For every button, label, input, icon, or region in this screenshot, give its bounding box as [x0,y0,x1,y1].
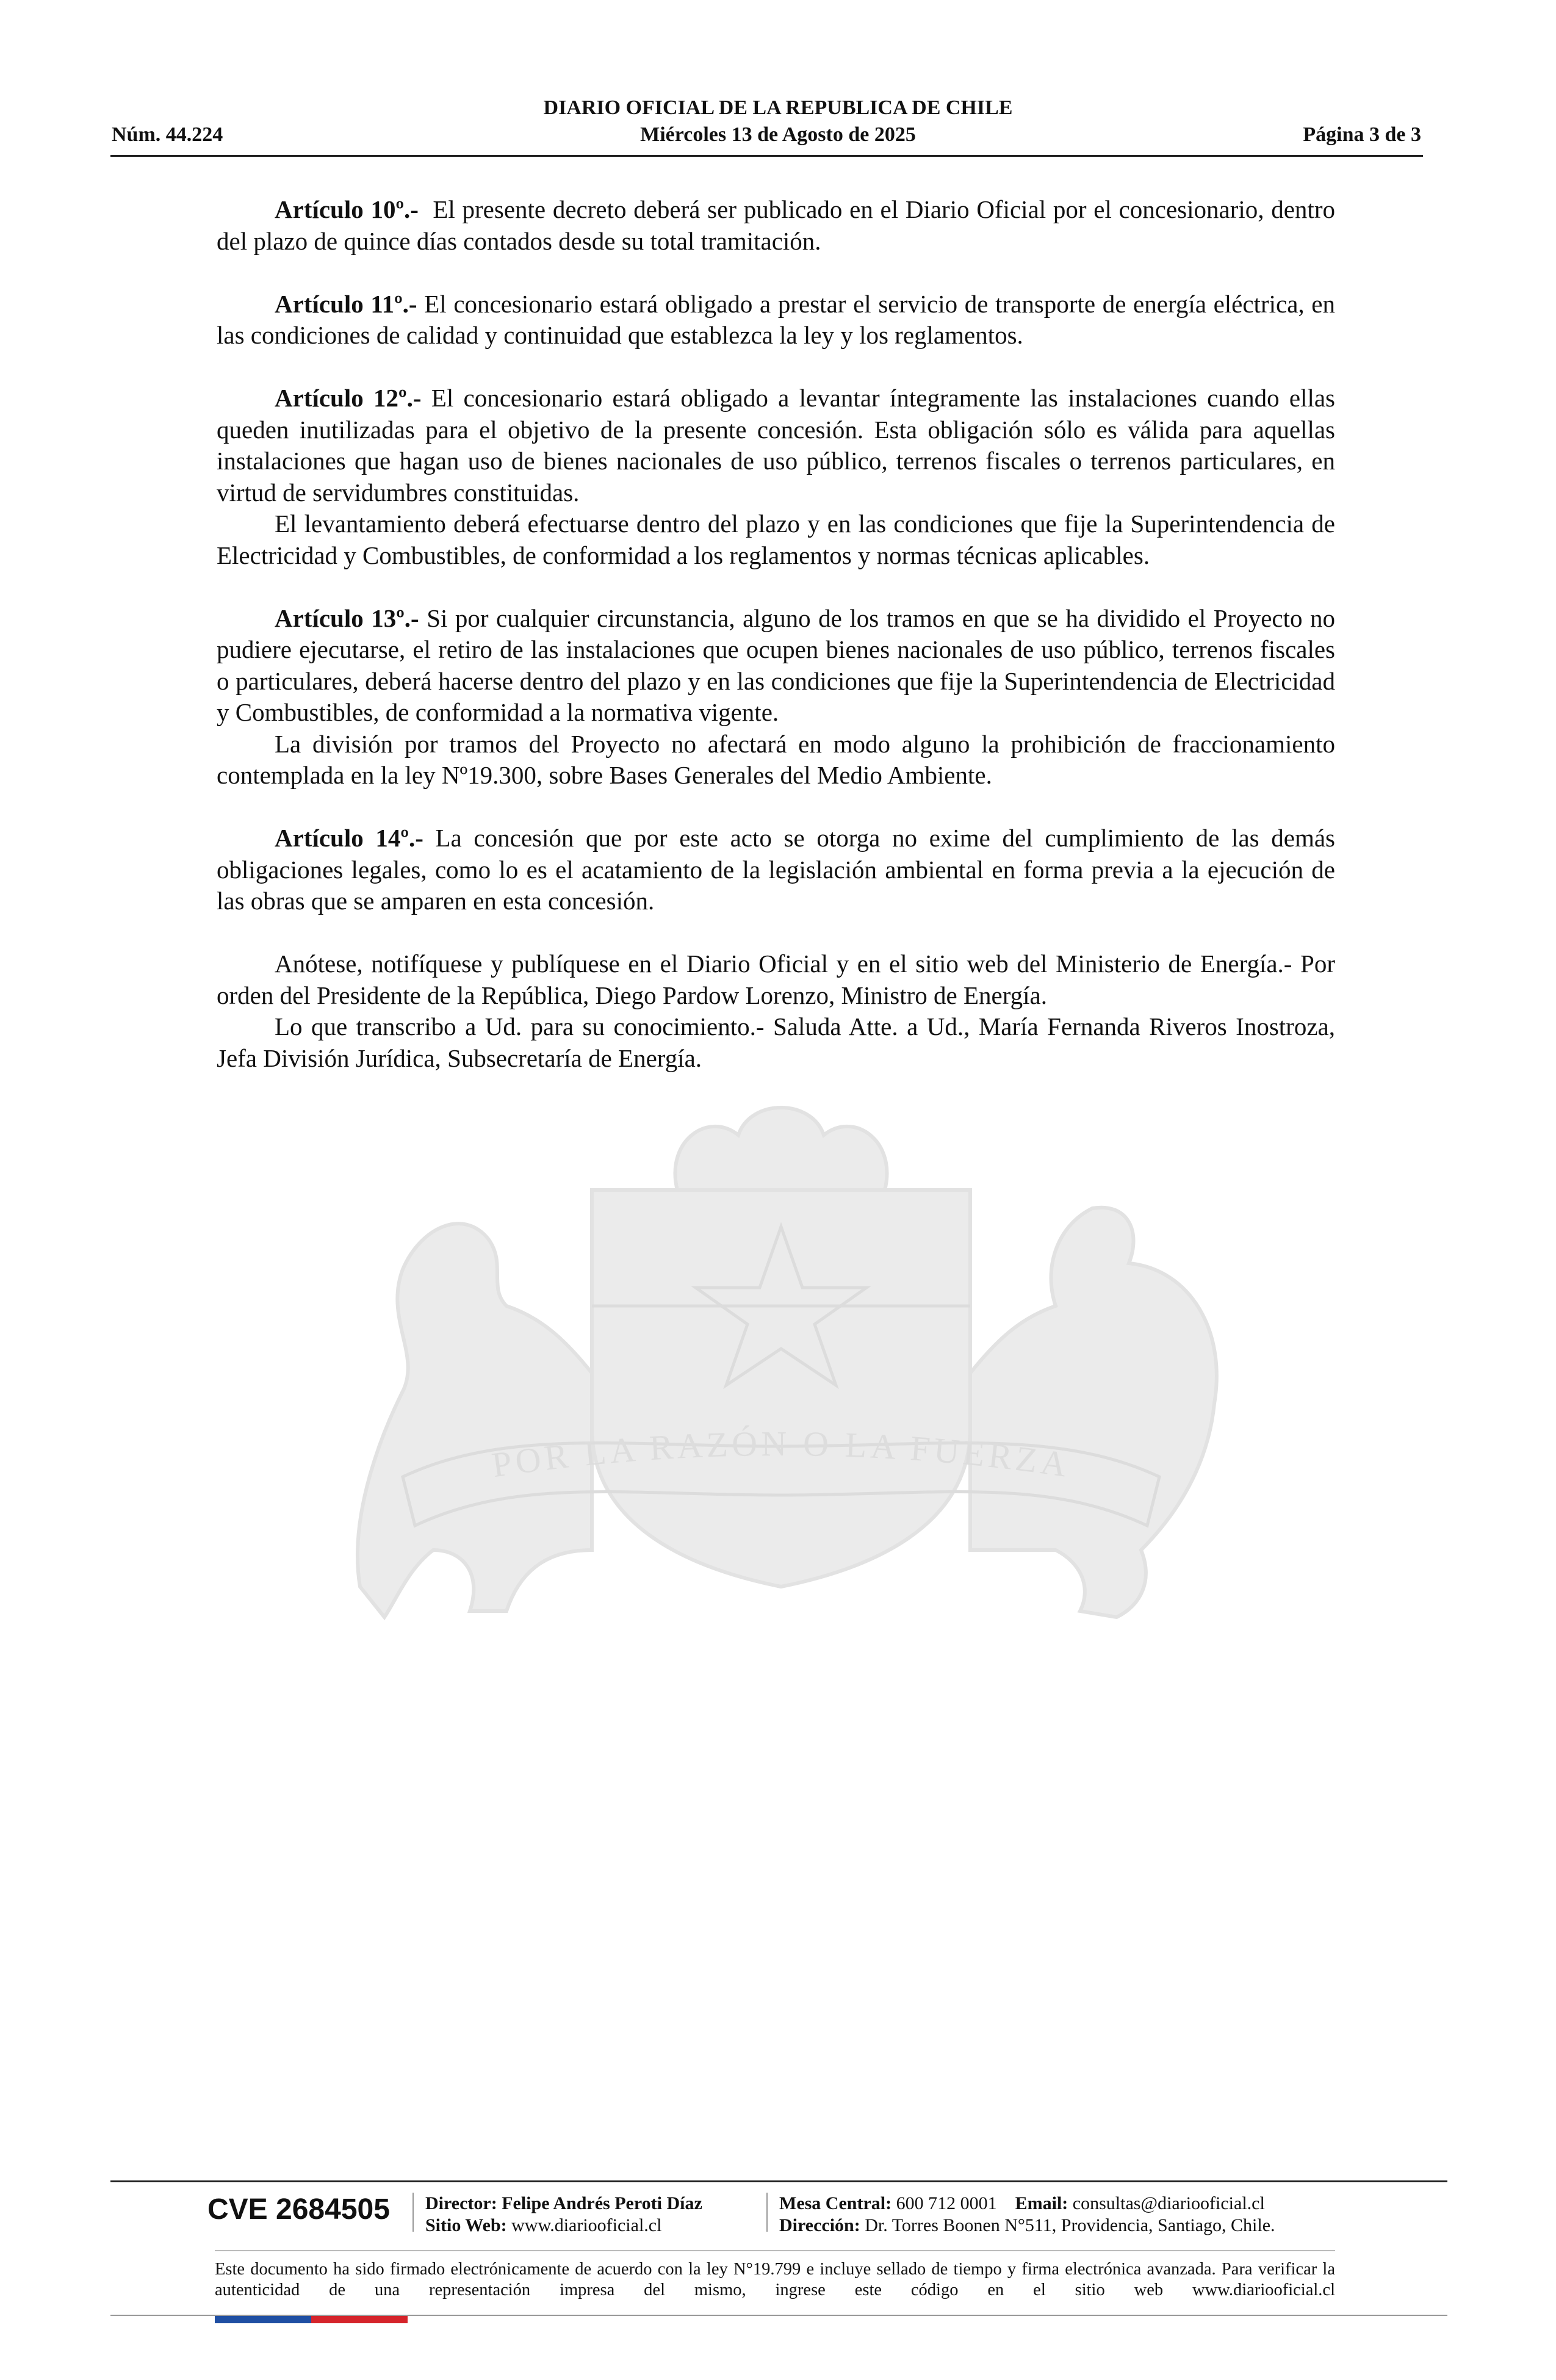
contact-line [779,2193,1275,2215]
article-10 [217,194,1335,257]
signature-notice: Este documento ha sido firmado electrónicamente de acuerdo con la ley N°19.799 e incluye sellado de tiempo y firma electrónica avanzada. Para verificar la autenticidad de una representación impresa del mismo, ingrese este código en el sitio web www.diariooficial.cl [215,2260,1335,2299]
footer-director-block [425,2193,702,2237]
article-11 [217,289,1335,352]
flag-blue-stripe [215,2316,311,2323]
email-link[interactable]: consultas@diariooficial.cl [1072,2193,1265,2213]
header-divider [110,155,1423,157]
email-label: Email: [1015,2193,1068,2213]
page-number: Página 3 de 3 [1303,123,1421,146]
article-heading: Artículo 13º.- [275,604,419,632]
footer-inner-divider [215,2250,1335,2251]
address-text: Dr. Torres Boonen N°511, Providencia, Santiago, Chile. [865,2215,1275,2235]
article-heading: Artículo 12º.- [275,384,422,412]
issue-number: Núm. 44.224 [112,123,223,146]
footer-separator [412,2193,414,2232]
transcription-note: Lo que transcribo a Ud. para su conocimiento.- Saluda Atte. a Ud., María Fernanda Riveros Inostroza, Jefa División Jurídica, Subsecretaría de Energía. [217,1012,1335,1072]
footer-separator [766,2193,768,2232]
article-14 [217,823,1335,917]
watermark-motto: POR LA RAZÓN O LA FUERZA [489,1423,1073,1485]
article-text: El presente decreto deberá ser publicado en el Diario Oficial por el concesionario, dentro del plazo de quince días contados desde su total tramitación. [217,195,1335,255]
publication-date: Miércoles 13 de Agosto de 2025 [640,123,916,146]
website-link[interactable]: www.diariooficial.cl [511,2215,662,2235]
article-text: Si por cualquier circunstancia, alguno de los tramos en que se ha dividido el Proyecto no pudiere ejecutarse, el retiro de las instalaciones que ocupen bienes nacionales de uso público, terrenos fiscales o particulares, deberá hacerse dentro del plazo y en las condiciones que fije la Superintendencia de Electricidad y Combustibles, de conformidad a la normativa vigente. [217,604,1336,726]
address-label: Dirección: [779,2215,860,2235]
article-12-paragraph-2: El levantamiento deberá efectuarse dentro del plazo y en las condiciones que fije la Superintendencia de Electricidad y Combustibles, de conformidad a los reglamentos y normas técnicas aplicables. [217,510,1335,569]
director-line [425,2193,702,2215]
footer-contact-block [779,2193,1275,2237]
article-text: El concesionario estará obligado a levantar íntegramente las instalaciones cuando ellas queden inutilizadas para el objetivo de la presente concesión. Esta obligación sólo es válida para aquellas instalaciones que hagan uso de bienes nacionales de uso público, terrenos fiscales o terrenos particulares, en virtud de servidumbres constituidas. [217,384,1335,507]
article-text: El concesionario estará obligado a prestar el servicio de transporte de energía eléctrica, en las condiciones de calidad y continuidad que establezca la ley y los reglamentos. [217,289,1336,349]
decree-body [217,194,1335,1074]
chile-coat-of-arms-icon [201,1086,1361,1684]
article-13 [217,603,1335,729]
website-line [425,2215,702,2237]
article-heading: Artículo 11º.- [275,289,417,318]
director-label: Director: [425,2193,497,2213]
address-line [779,2215,1275,2237]
closing-paragraph: Anótese, notifíquese y publíquese en el Diario Oficial y en el sitio web del Ministerio de Energía.- Por orden del Presidente de la República, Diego Pardow Lorenzo, Ministro de Energía. [217,950,1335,1009]
article-heading: Artículo 14º.- [275,824,423,852]
footer-divider [110,2180,1447,2182]
publication-title: DIARIO OFICIAL DE LA REPUBLICA DE CHILE [543,96,1013,119]
article-12 [217,383,1335,508]
director-name: Felipe Andrés Peroti Díaz [502,2193,702,2213]
chile-flag-stripe [215,2316,408,2323]
article-13-paragraph-2: La división por tramos del Proyecto no afectará en modo alguno la prohibición de fraccionamiento contemplada en la ley Nº19.300, sobre Bases Generales del Medio Ambiente. [217,729,1335,789]
flag-red-stripe [311,2316,408,2323]
phone-label: Mesa Central: [779,2193,892,2213]
article-heading: Artículo 10º.- [275,195,419,223]
website-label: Sitio Web: [425,2215,507,2235]
article-text: La concesión que por este acto se otorga no exime del cumplimiento de las demás obligaciones legales, como lo es el acatamiento de la legislación ambiental en forma previa a la ejecución de las obras que se amparen en esta concesión. [217,824,1335,915]
phone-number: 600 712 0001 [896,2193,997,2213]
cve-code: CVE 2684505 [207,2193,390,2226]
